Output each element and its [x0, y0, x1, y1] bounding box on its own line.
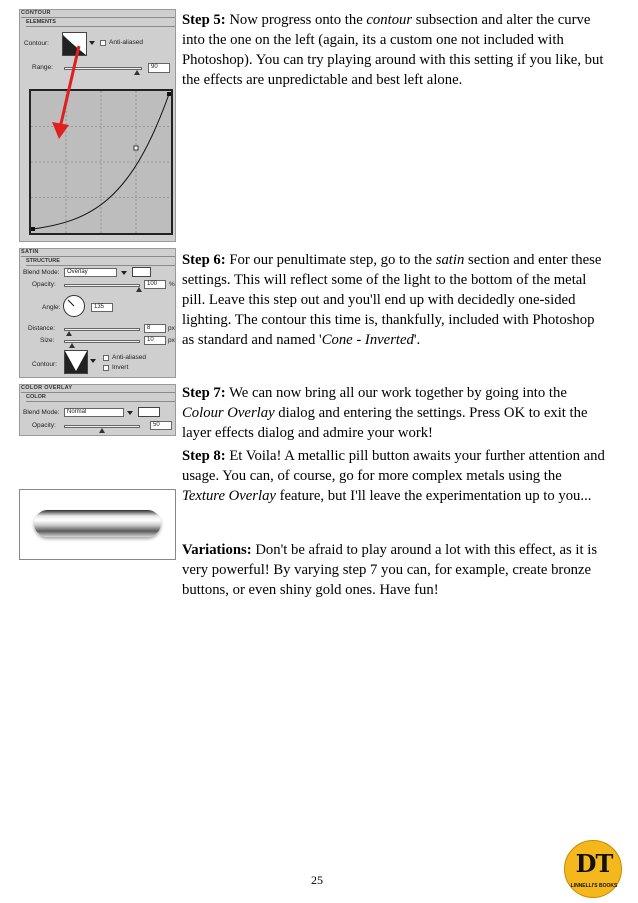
invert-checkbox[interactable] [103, 365, 109, 371]
text: subsection and alter the curve into the one on the left (again, its a custom one not included with Photoshop). You can try playing around with this setting if you like, but the effects are unpredictable and best left alone. [182, 12, 604, 88]
red-arrow-icon [20, 10, 176, 242]
opacity-label: Opacity: [32, 281, 56, 288]
step5-paragraph [182, 10, 607, 90]
color-swatch[interactable] [132, 267, 151, 277]
text: section and enter these settings. This will reflect some of the light to the bottom of the metal pill. Leave this step out and you'll end up with decidedly one-sided lighting. The contour this time is, thankfully, included with Photoshop as standard and named ' [182, 252, 602, 348]
contour-label: Contour: [32, 361, 57, 368]
page-number: 25 [311, 873, 323, 887]
distance-slider[interactable] [64, 328, 140, 331]
opacity-slider-thumb[interactable] [136, 287, 142, 292]
section-title: COLOR [26, 394, 46, 400]
metallic-pill-button [34, 510, 161, 537]
text: Et Voila! A metallic pill button awaits your further attention and usage. You can, of course, go for more complex metals using the [182, 448, 605, 484]
step-label: Step 7: [182, 385, 226, 401]
cone-inverted-contour-thumbnail[interactable] [64, 350, 88, 374]
panel-title: COLOR OVERLAY [21, 385, 73, 391]
logo-text: DT [575, 849, 613, 878]
blend-mode-label: Blend Mode: [23, 409, 60, 416]
range-label: Range: [32, 64, 53, 71]
step-label: Step 6: [182, 252, 226, 268]
text: We can now bring all our work together by going into the [225, 385, 567, 401]
opacity-input[interactable]: 50 [150, 421, 172, 430]
range-input[interactable]: 90 [148, 63, 170, 73]
step-label: Step 8: [182, 448, 226, 464]
blend-mode-select[interactable]: Overlay [64, 268, 117, 277]
step8-paragraph [182, 446, 607, 506]
angle-dial[interactable] [63, 295, 85, 317]
blend-mode-label: Blend Mode: [23, 269, 60, 276]
opacity-slider[interactable] [64, 284, 140, 287]
section-title: ELEMENTS [26, 19, 56, 25]
anti-aliased-checkbox[interactable] [103, 355, 109, 361]
anti-aliased-label: Anti-aliased [109, 39, 143, 46]
step-label: Variations: [182, 542, 252, 558]
emphasis: satin [435, 252, 465, 268]
variations-paragraph [182, 540, 607, 600]
chevron-down-icon[interactable] [127, 411, 133, 415]
opacity-slider-thumb[interactable] [99, 428, 105, 433]
divider [21, 256, 175, 257]
color-swatch[interactable] [138, 407, 160, 417]
chevron-down-icon[interactable] [90, 359, 96, 363]
emphasis: contour [366, 12, 413, 28]
dt-logo [561, 840, 627, 898]
step6-paragraph [182, 250, 607, 350]
size-label: Size: [40, 337, 55, 344]
distance-unit: px [168, 325, 175, 332]
satin-settings-panel [19, 248, 176, 378]
logo-caption: LINNELLI'S BOOKS [570, 883, 618, 889]
text: Don't be afraid to play around a lot with this effect, as it is very powerful! By varying step 7 you can, for example, create bronze buttons, or even shiny gold ones. Have fun! [182, 542, 598, 598]
opacity-label: Opacity: [32, 422, 56, 429]
opacity-unit: % [169, 281, 175, 288]
distance-input[interactable]: 8 [144, 324, 166, 333]
step-label: Step 5: [182, 12, 226, 28]
metallic-pill-preview [19, 489, 176, 560]
distance-slider-thumb[interactable] [66, 331, 72, 336]
size-slider-thumb[interactable] [69, 343, 75, 348]
angle-label: Angle: [42, 304, 61, 311]
divider [26, 265, 175, 266]
blend-mode-select[interactable]: Normal [64, 408, 124, 417]
anti-aliased-label: Anti-aliased [112, 354, 146, 361]
color-overlay-settings-panel [19, 384, 176, 436]
distance-label: Distance: [28, 325, 56, 332]
divider [26, 401, 175, 402]
panel-title: CONTOUR [21, 10, 51, 16]
section-title: STRUCTURE [26, 258, 60, 264]
contour-settings-panel [19, 9, 176, 242]
size-slider[interactable] [64, 340, 140, 343]
angle-input[interactable]: 135 [91, 303, 113, 312]
emphasis: Cone - Inverted [321, 332, 414, 348]
text: '. [413, 332, 421, 348]
contour-label: Contour: [24, 40, 49, 47]
panel-title: SATIN [21, 249, 39, 255]
emphasis: Colour Overlay [182, 405, 275, 421]
emphasis: Texture Overlay [182, 488, 276, 504]
invert-label: Invert [112, 364, 129, 371]
text: dialog and entering the settings. Press OK to exit the layer effects dialog and admire your work! [182, 405, 588, 441]
divider [21, 392, 175, 393]
size-unit: px [168, 337, 175, 344]
chevron-down-icon[interactable] [121, 271, 127, 275]
size-input[interactable]: 10 [144, 336, 166, 345]
text: feature, but I'll leave the experimentation up to you... [275, 488, 592, 504]
text: Now progress onto the [225, 12, 367, 28]
text: For our penultimate step, go to the [225, 252, 436, 268]
opacity-input[interactable]: 100 [144, 280, 166, 289]
step7-paragraph [182, 383, 607, 443]
